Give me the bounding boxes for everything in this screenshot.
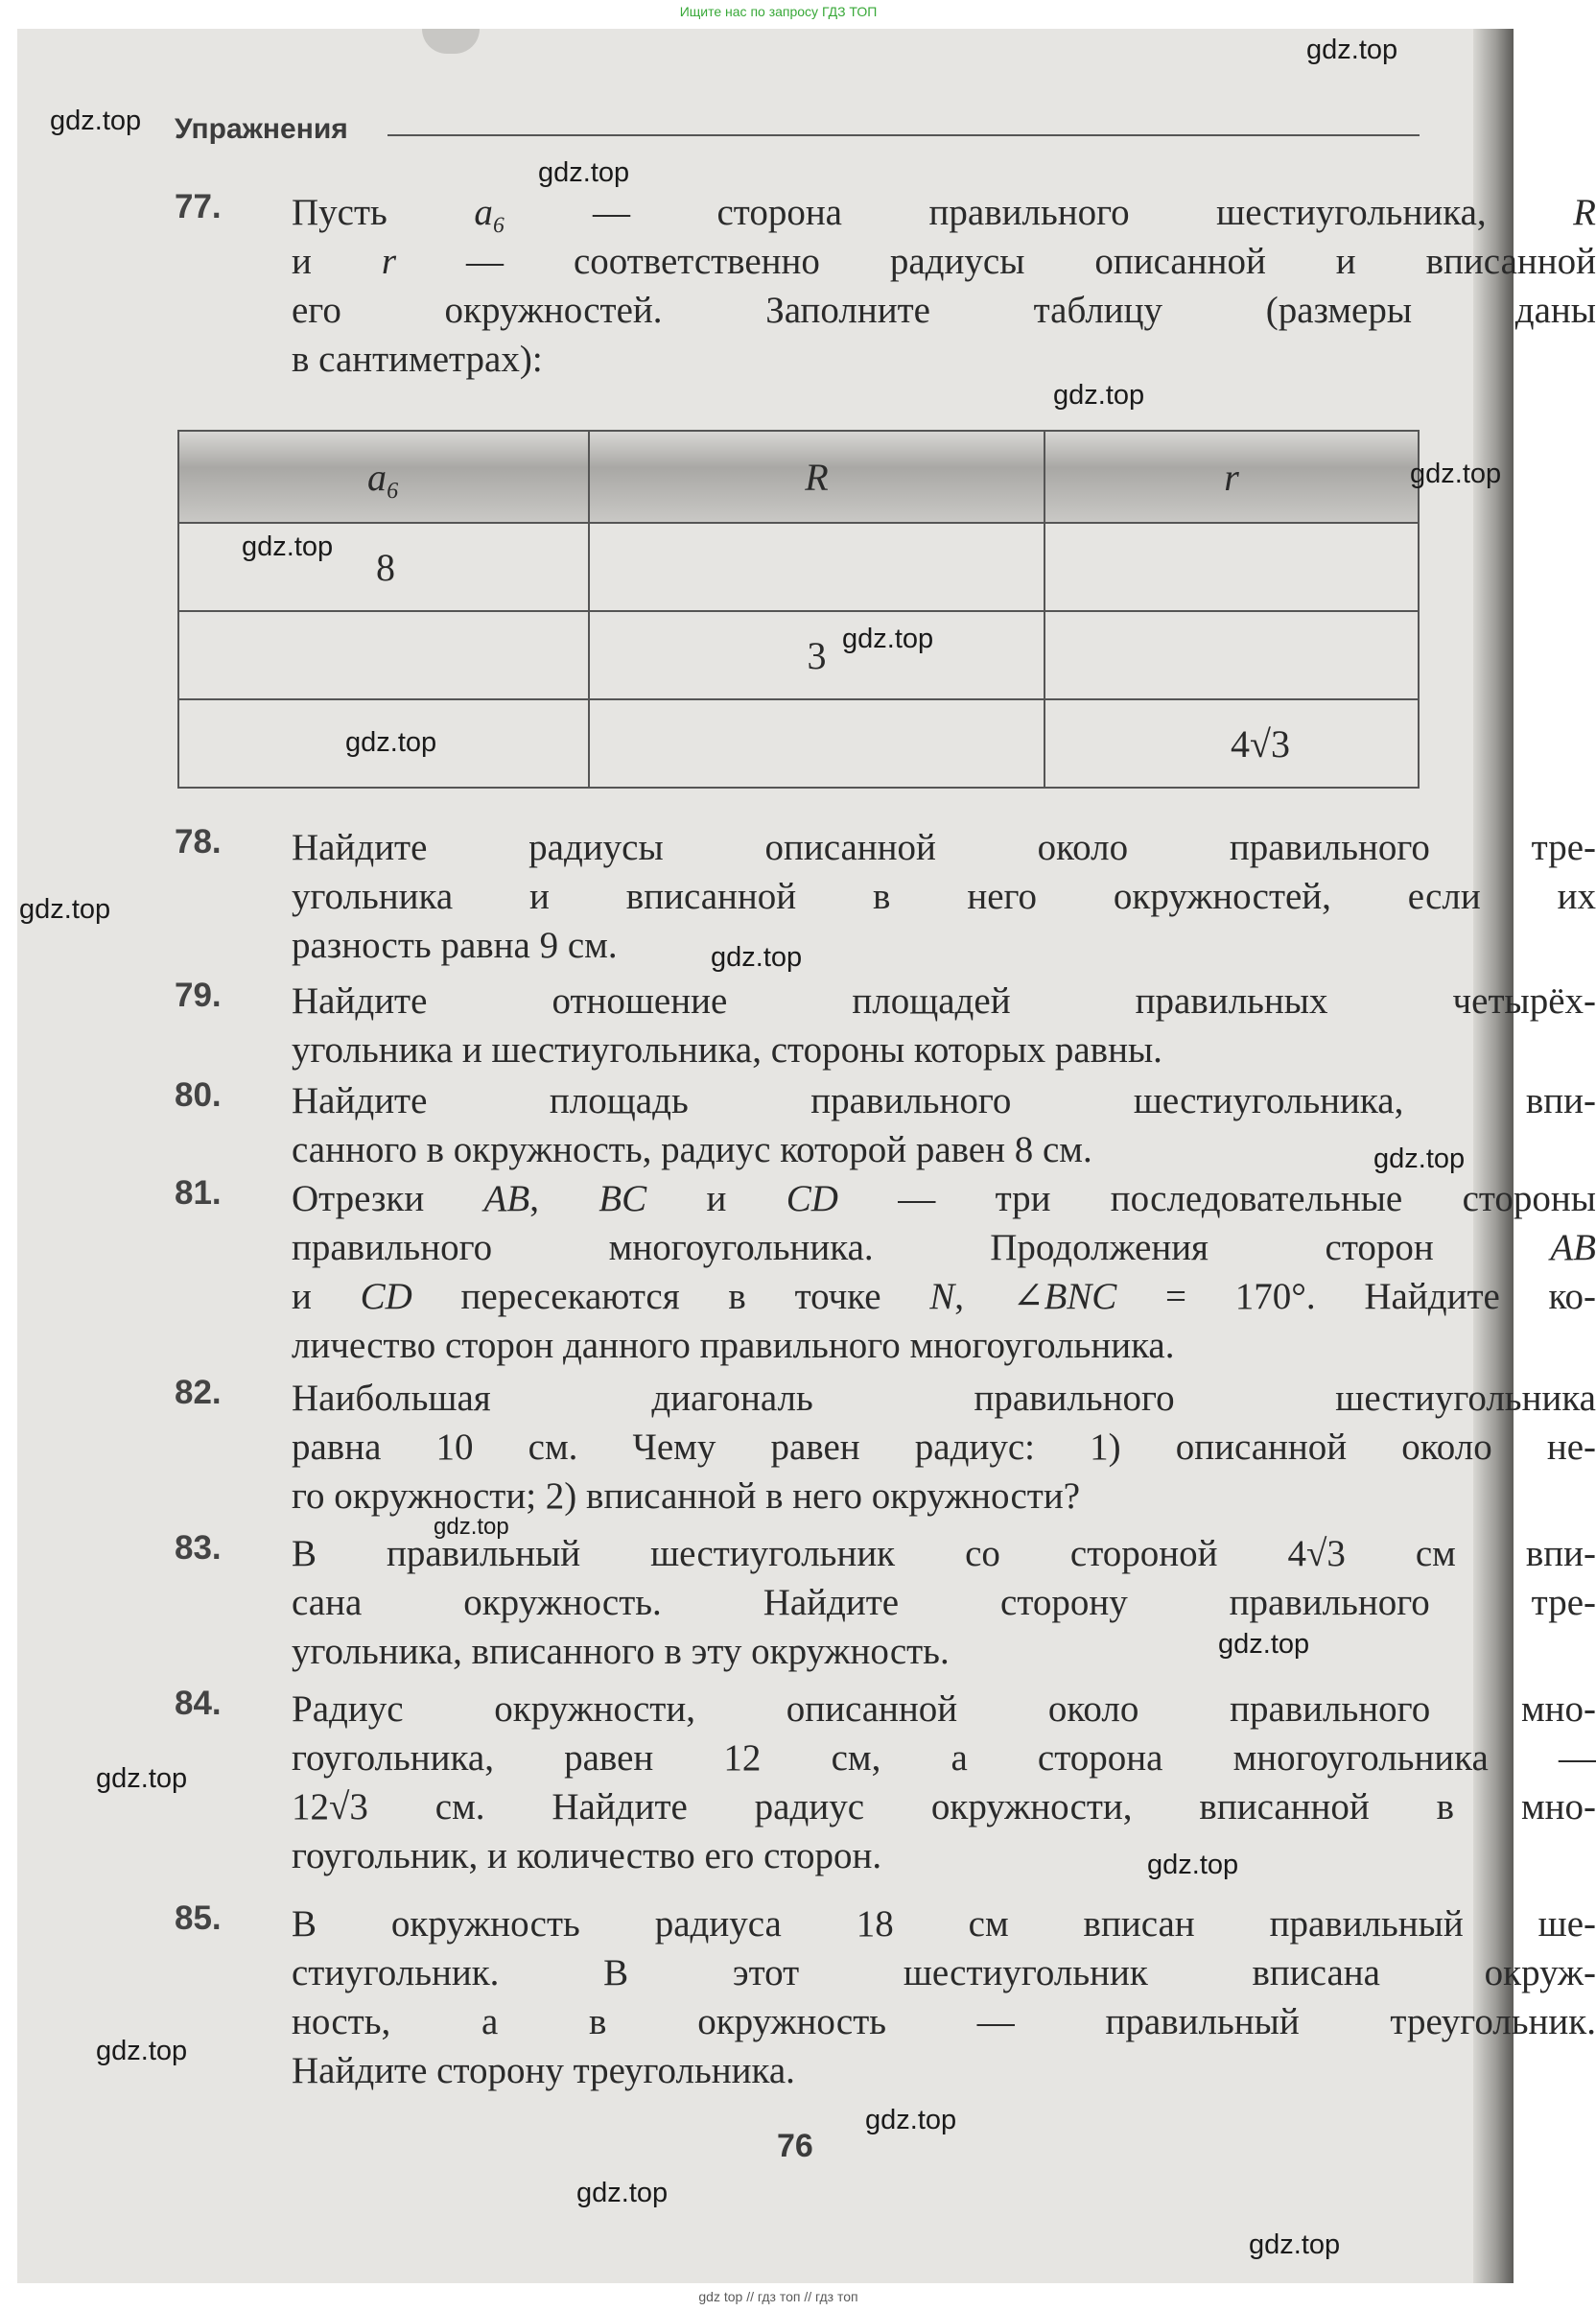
text-line: угольника, вписанного в эту окружность. xyxy=(292,1631,950,1672)
header-cell-R: R xyxy=(589,431,1044,523)
bottom-banner[interactable]: gdz top // гдз топ // гдз топ xyxy=(698,2289,858,2304)
text-line: Найдите отношение площадей правильных четырёх- xyxy=(292,980,1596,1022)
exercise-number: 84. xyxy=(175,1685,222,1722)
text-line: и r — соответственно радиусы описанной и вписанной xyxy=(292,241,1596,282)
watermark: gdz.top xyxy=(1373,1144,1466,1174)
watermark: gdz.top xyxy=(1249,2229,1341,2260)
watermark: gdz.top xyxy=(345,727,437,758)
text-line: и CD пересекаются в точке N, ∠BNC = 170°. Найдите ко- xyxy=(292,1276,1596,1317)
watermark: gdz.top xyxy=(1053,380,1145,411)
header-cell-a6: a₆ xyxy=(178,431,589,523)
text-line: сана окружность. Найдите сторону правильного тре- xyxy=(292,1582,1596,1623)
exercise-number: 85. xyxy=(175,1899,222,1937)
table-cell xyxy=(1044,611,1419,699)
text-line: равна 10 см. Чему равен радиус: 1) описанной около не- xyxy=(292,1427,1596,1468)
top-banner[interactable]: Ищите нас по запросу ГДЗ ТОП xyxy=(679,4,878,19)
watermark: gdz.top xyxy=(242,531,334,562)
exercise-number: 82. xyxy=(175,1374,222,1411)
table-cell: 3 xyxy=(589,611,1044,699)
exercise-text xyxy=(292,188,1596,384)
exercise-number: 80. xyxy=(175,1076,222,1114)
watermark: gdz.top xyxy=(711,942,803,973)
table-cell xyxy=(589,699,1044,788)
watermark: gdz.top xyxy=(1147,1850,1239,1880)
text-line: правильного многоугольника. Продолжения сторон AB xyxy=(292,1227,1596,1268)
table-cell xyxy=(589,523,1044,611)
header-cell-r: r xyxy=(1044,431,1419,523)
watermark: gdz.top xyxy=(1218,1629,1310,1660)
table-cell: 8 xyxy=(178,523,589,611)
text-line: его окружностей. Заполните таблицу (размеры даны xyxy=(292,290,1596,331)
watermark: gdz.top xyxy=(96,2036,188,2066)
text-line: Найдите сторону треугольника. xyxy=(292,2050,795,2091)
section-rule xyxy=(387,134,1420,136)
text-line: Радиус окружности, описанной около правильного мно- xyxy=(292,1688,1596,1730)
watermark: gdz.top xyxy=(576,2178,669,2208)
text-line: гоугольника, равен 12 см, а сторона многоугольника — xyxy=(292,1737,1596,1779)
text-line: Пусть a₆ — сторона правильного шестиугольника, R xyxy=(292,192,1596,233)
table-row xyxy=(178,523,1419,611)
table-cell xyxy=(1044,523,1419,611)
table-cell: 4√3 xyxy=(1044,699,1419,788)
watermark: gdz.top xyxy=(538,157,630,188)
watermark: gdz.top xyxy=(19,894,111,925)
text-line: в сантиметрах): xyxy=(292,339,543,380)
exercise-number: 81. xyxy=(175,1174,222,1212)
text-line: Наибольшая диагональ правильного шестиугольника xyxy=(292,1378,1596,1419)
watermark: gdz.top xyxy=(50,106,142,136)
text-line: го окружности; 2) вписанной в него окружности? xyxy=(292,1475,1081,1517)
watermark: gdz.top xyxy=(842,624,934,654)
page-number: 76 xyxy=(777,2128,813,2164)
text-line: угольника и вписанной в него окружностей, если их xyxy=(292,876,1596,917)
section-header xyxy=(175,113,1420,152)
text-line: разность равна 9 см. xyxy=(292,925,618,966)
watermark: gdz.top xyxy=(865,2105,957,2135)
watermark: gdz.top xyxy=(96,1763,188,1794)
exercise-number: 78. xyxy=(175,823,222,861)
text-line: гоугольник, и количество его сторон. xyxy=(292,1835,882,1876)
text-line: В правильный шестиугольник со стороной 4√3 см впи- xyxy=(292,1533,1596,1574)
text-line: Отрезки AB, BC и CD — три последовательные стороны xyxy=(292,1178,1596,1219)
text-line: В окружность радиуса 18 см вписан правильный ше- xyxy=(292,1903,1596,1945)
text-line: Найдите радиусы описанной около правильного тре- xyxy=(292,827,1596,868)
watermark: gdz.top xyxy=(1410,459,1502,489)
exercise-text xyxy=(292,823,1596,970)
table-cell xyxy=(178,611,589,699)
section-title: Упражнения xyxy=(175,113,348,145)
table-row xyxy=(178,611,1419,699)
text-line: угольника и шестиугольника, стороны которых равны. xyxy=(292,1029,1162,1071)
exercise-text xyxy=(292,1374,1596,1521)
exercise-number: 83. xyxy=(175,1529,222,1567)
text-line: санного в окружность, радиус которой равен 8 см. xyxy=(292,1129,1092,1170)
exercise-text xyxy=(292,1529,1596,1676)
text-line: ность, а в окружность — правильный треугольник. xyxy=(292,2001,1596,2042)
text-line: 12√3 см. Найдите радиус окружности, вписанной в мно- xyxy=(292,1786,1596,1828)
exercise-text xyxy=(292,977,1596,1074)
table-header-row xyxy=(178,431,1419,523)
exercise-number: 77. xyxy=(175,188,222,225)
text-line: Найдите площадь правильного шестиугольника, впи- xyxy=(292,1080,1596,1121)
watermark: gdz.top xyxy=(1306,35,1398,65)
text-line: стиугольник. В этот шестиугольник вписана окруж- xyxy=(292,1952,1596,1993)
exercise-text xyxy=(292,1899,1596,2095)
exercise-text xyxy=(292,1174,1596,1370)
exercise-text xyxy=(292,1685,1596,1880)
exercise-number: 79. xyxy=(175,977,222,1014)
watermark: gdz.top xyxy=(434,1514,509,1540)
text-line: личество сторон данного правильного многоугольника. xyxy=(292,1325,1175,1366)
